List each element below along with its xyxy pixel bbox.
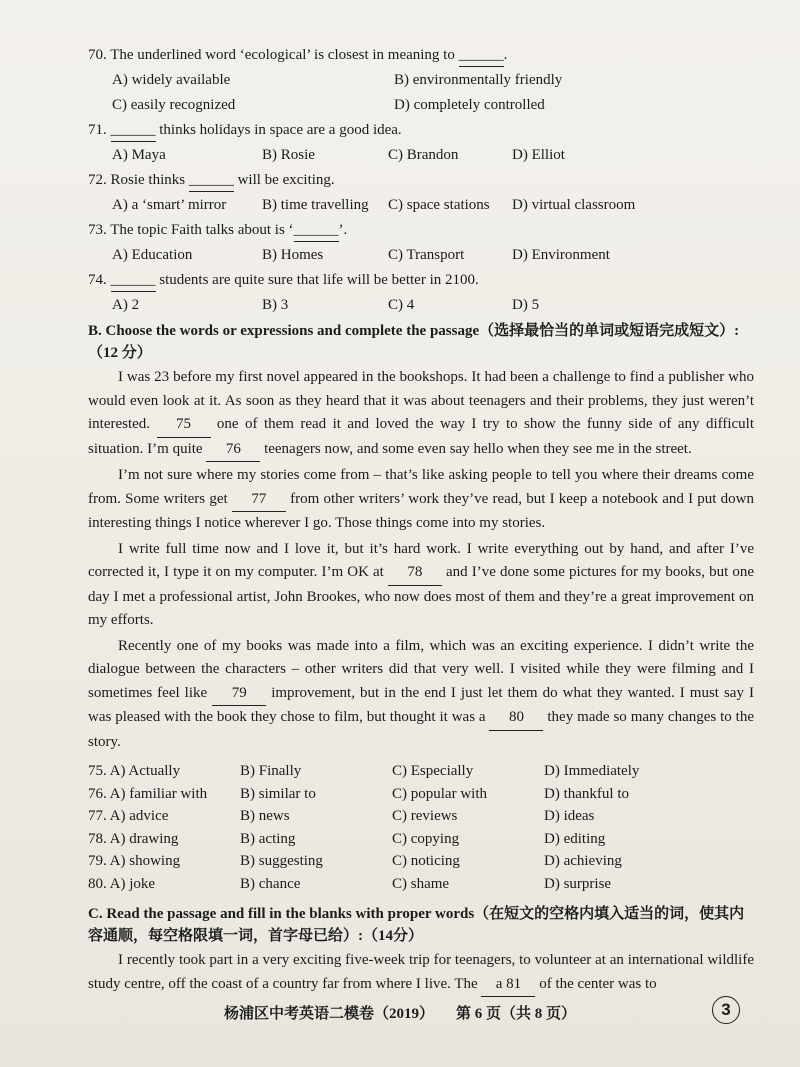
question-stem: 70. The underlined word ‘ecological’ is closest in meaning to ______. [88,44,754,67]
choice-option: C) copying [392,830,460,847]
answer-blank: ______ [111,119,156,142]
passage-paragraph: I recently took part in a very exciting five-week trip for teenagers, to volunteer at an international wildlife study centre, off the coast of a country far from where I live. The a 81 of the center was to [88,949,754,997]
answer-blank: ______ [111,269,156,292]
answer-blank: ______ [189,169,234,192]
choice-option: D) ideas [544,808,595,824]
choice-option: B) acting [240,830,296,847]
section-c-title: C. Read the passage and fill in the blanks with proper words（在短文的空格内填入适当的词，使其内容通顺，每空格限填一词，首字母已给）:（14分） [88,906,745,944]
choice-row [88,760,754,783]
option: B) Rosie [262,147,315,163]
exam-name: 杨浦区中考英语二模卷（2019） [223,1006,434,1022]
option: D) virtual classroom [512,197,636,213]
options-row [88,144,754,166]
question-stem: 74. ______ students are quite sure that life will be better in 2100. [88,269,754,292]
option: C) 4 [388,297,415,313]
option: C) space stations [388,197,490,213]
section-b-title: B. Choose the words or expressions and complete the passage（选择最恰当的单词或短语完成短文）:（12 分） [88,323,740,361]
option: D) completely controlled [394,97,545,113]
options-row [88,244,754,266]
option: A) Education [112,247,193,263]
choice-option: B) news [240,808,290,824]
passage-paragraph: I was 23 before my first novel appeared in the bookshops. It had been a challenge to find a publisher who would even look at it. As soon as they heard that it was about teenagers and their problems, they just weren’t interested. 75 one of them read it and loved the way I try to show the funny side of any difficult situation. I’m quite 76 teenagers now, and some even say hello when they see me in the street. [88,366,754,462]
option: C) Transport [388,247,465,263]
question-stem: 71. ______ thinks holidays in space are a good idea. [88,119,754,142]
question-stem: 72. Rosie thinks ______ will be exciting. [88,169,754,192]
choice-option: D) editing [544,830,606,847]
questions-70-74 [88,44,754,316]
section-c-passage [88,949,754,997]
answer-blank: ______ [294,219,339,242]
choice-option: B) similar to [240,785,316,802]
choice-option: 76. A) familiar with [88,785,208,802]
choice-row [88,850,754,873]
option: D) Environment [512,247,610,263]
option: B) environmentally friendly [394,72,563,88]
passage-paragraph: I’m not sure where my stories come from – that’s like asking people to tell you where their dreams come from. Some writers get 77 from other writers’ work they’ve read, but I keep a notebook and I put down interesting things I notice wherever I go. Those things come into my stories. [88,467,754,531]
option: D) Elliot [512,147,565,163]
option: A) Maya [112,147,166,163]
choice-option: 77. A) advice [88,808,169,824]
choice-row [88,783,754,806]
numbered-blank: 76 [206,438,260,463]
option: C) Brandon [388,147,459,163]
passage-paragraph: Recently one of my books was made into a film, which was an exciting experience. I didn’t write the dialogue between the characters – other writers did that very well. I visited while they were filming and I sometimes feel like 79 improvement, but in the end I just let them do what they wanted. I must say I was pleased with the book they chose to film, but thought it was a 80 they made so many changes to the story. [88,637,754,750]
option: B) time travelling [262,197,369,213]
circled-page-number: 3 [712,996,740,1024]
option: B) Homes [262,247,324,263]
option: C) easily recognized [112,97,236,113]
choice-option: C) reviews [392,808,458,824]
choice-option: 75. A) Actually [88,763,181,779]
choice-option: D) surprise [544,875,612,892]
choice-option: 80. A) joke [88,875,156,892]
choice-option: 78. A) drawing [88,830,179,847]
numbered-blank: 80 [489,706,543,731]
choice-option: D) Immediately [544,763,640,779]
numbered-blank: 79 [212,682,266,707]
option: A) 2 [112,297,140,313]
option: A) a ‘smart’ mirror [112,197,227,213]
options-row [88,294,754,316]
answer-blank: ______ [459,44,504,67]
choice-row [88,873,754,896]
choice-option: C) noticing [392,853,460,869]
choice-option: 79. A) showing [88,853,181,869]
section-b-passage [88,366,754,754]
choice-option: B) chance [240,875,301,892]
numbered-blank: 77 [232,488,286,513]
page-content [88,44,754,997]
passage-paragraph: I write full time now and I love it, but it’s hard work. I write everything out by hand, and after I’ve corrected it, I type it on my computer. I’m OK at 78 and I’ve done some pictures for my books, but one day I met a professional artist, John Brookes, who now does most of them and they’re a great improvement on my efforts. [88,540,754,628]
option: A) widely available [112,72,231,88]
option: B) 3 [262,297,289,313]
choice-option: B) Finally [240,763,302,779]
page-number: 第 6 页（共 8 页） [456,1006,577,1022]
question-stem: 73. The topic Faith talks about is ‘______’. [88,219,754,242]
option: D) 5 [512,297,540,313]
numbered-blank: 78 [388,561,442,586]
choice-option: D) achieving [544,853,622,869]
page-footer [0,1002,800,1023]
choice-option: C) popular with [392,785,487,802]
choice-row [88,805,754,828]
section-b [88,320,754,895]
section-b-choices [88,760,754,895]
options-row [88,94,754,116]
choice-option: C) shame [392,875,450,892]
numbered-blank: a 81 [481,973,535,998]
choice-option: D) thankful to [544,785,629,802]
choice-row [88,828,754,851]
choice-option: B) suggesting [240,853,323,869]
choice-option: C) Especially [392,763,474,779]
section-c [88,903,754,997]
numbered-blank: 75 [157,413,211,438]
options-row [88,194,754,216]
options-row [88,69,754,91]
